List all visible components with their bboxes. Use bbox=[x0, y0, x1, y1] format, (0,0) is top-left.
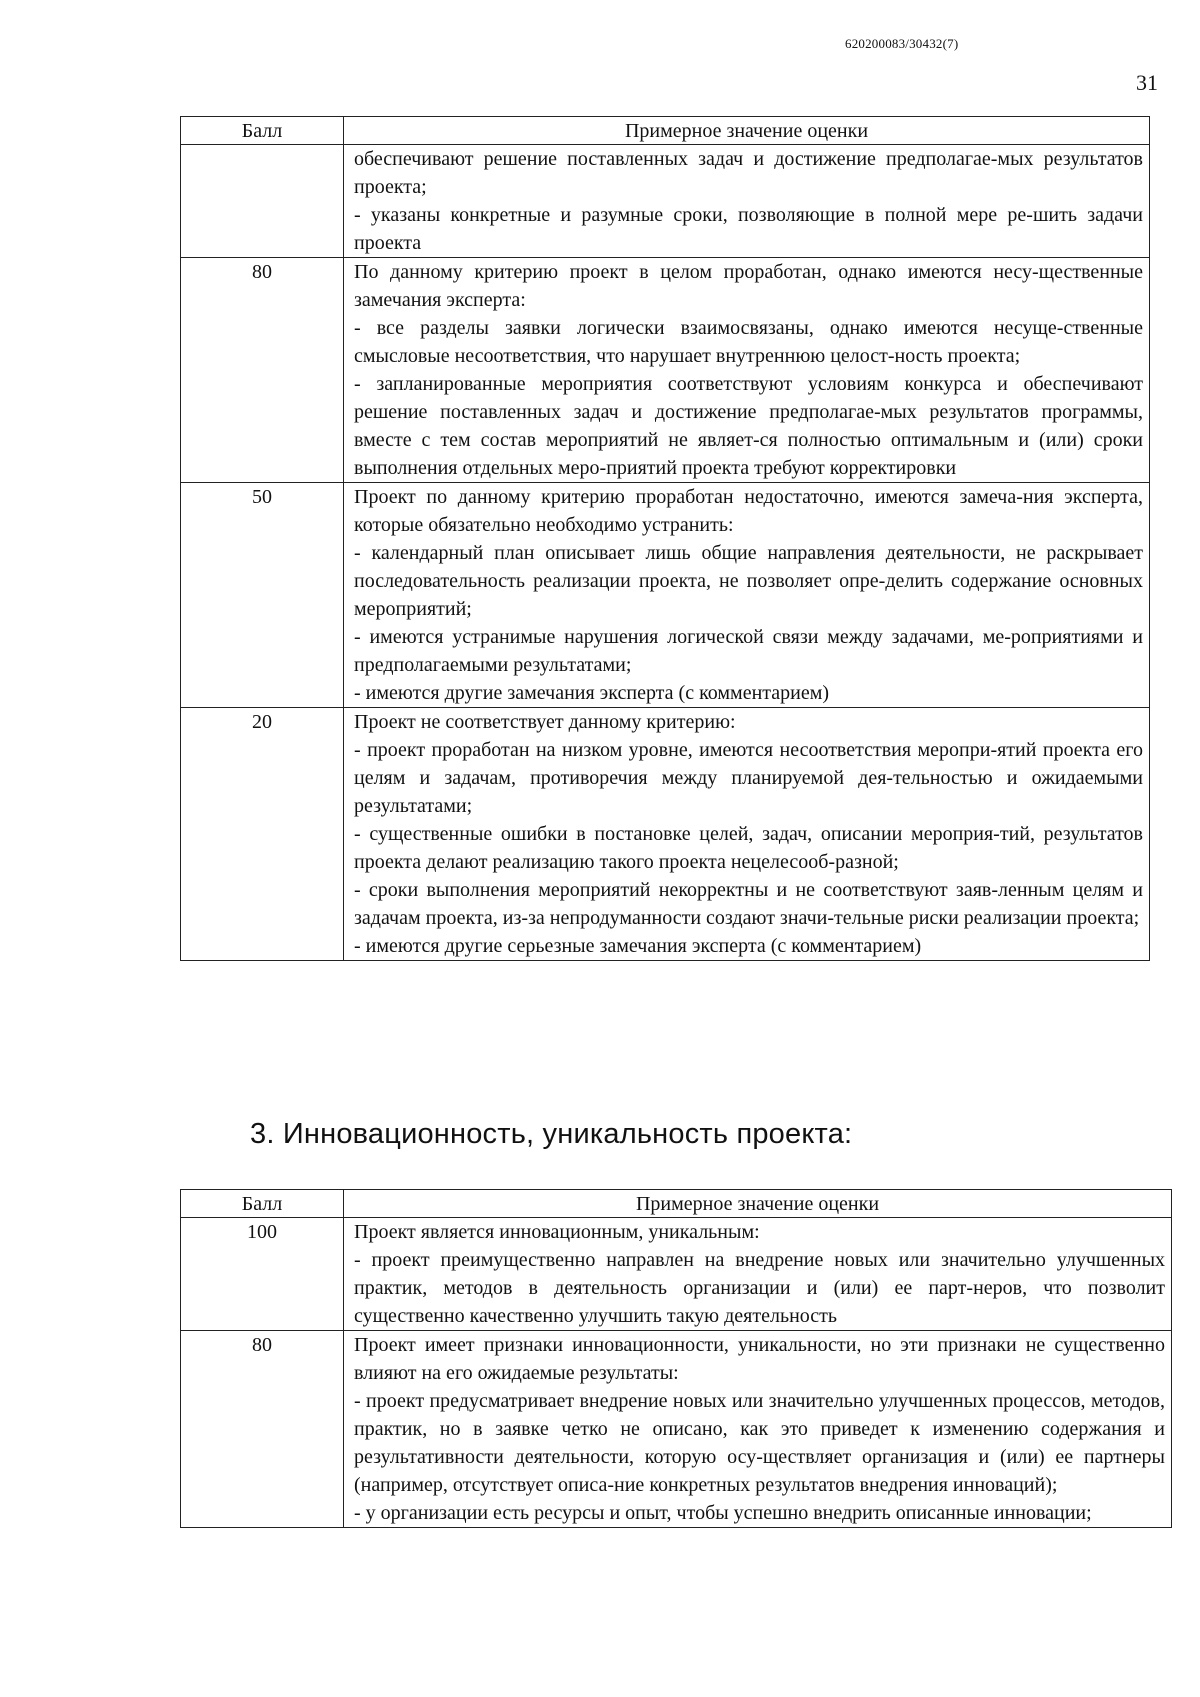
column-header-meaning: Примерное значение оценки bbox=[344, 1190, 1172, 1218]
description-line: - у организации есть ресурсы и опыт, чтобы успешно внедрить описанные инновации; bbox=[354, 1502, 1092, 1524]
score-cell: 50 bbox=[181, 483, 344, 708]
score-cell: 80 bbox=[181, 258, 344, 483]
description-line: - указаны конкретные и разумные сроки, позволяющие в полной мере ре-шить задачи проекта bbox=[354, 204, 1143, 254]
description-line: - запланированные мероприятия соответствуют условиям конкурса и обеспечивают решение поставленных задач и достижение предполагае-мых результатов программы, вместе с тем состав мероприятий не являет-ся полностью оптимальным и (или) сроки выполнения отдельных меро-приятий проекта требуют корректировки bbox=[354, 373, 1143, 479]
description-line: - все разделы заявки логически взаимосвязаны, однако имеются несуще-ственные смысловые несоответствия, что нарушает внутреннюю целост-ность проекта; bbox=[354, 317, 1143, 367]
table-row bbox=[181, 483, 1150, 708]
description-line: Проект не соответствует данному критерию: bbox=[354, 711, 736, 733]
description-line: Проект имеет признаки инновационности, уникальности, но эти признаки не существенно влияют на его ожидаемые результаты: bbox=[354, 1334, 1165, 1384]
column-header-score: Балл bbox=[181, 1190, 344, 1218]
page-number: 31 bbox=[1136, 70, 1158, 95]
description-line: Проект по данному критерию проработан недостаточно, имеются замеча-ния эксперта, которые обязательно необходимо устранить: bbox=[354, 486, 1143, 536]
description-line: - имеются другие серьезные замечания эксперта (с комментарием) bbox=[354, 935, 922, 957]
table-row bbox=[181, 258, 1150, 483]
table-header-row bbox=[181, 117, 1150, 145]
description-line: - существенные ошибки в постановке целей, задач, описании мероприя-тий, результатов проекта делают реализацию такого проекта нецелесооб-разной; bbox=[354, 823, 1143, 873]
table-row bbox=[181, 1331, 1172, 1528]
column-header-meaning: Примерное значение оценки bbox=[344, 117, 1150, 145]
description-line: - проект преимущественно направлен на внедрение новых или значительно улучшенных практик, методов в деятельность организации и (или) ее парт-неров, что позволит существенно качественно улучшить такую деятельность bbox=[354, 1249, 1165, 1327]
table-row bbox=[181, 708, 1150, 961]
score-cell: 80 bbox=[181, 1331, 344, 1528]
description-line: - проект предусматривает внедрение новых или значительно улучшенных процессов, методов, практик, но в заявке четко не описано, как это приведет к изменению содержания и результативности деятельности, которую осу-ществляет организация и (или) ее партнеры (например, отсутствует описа-ние конкретных результатов внедрения инноваций); bbox=[354, 1390, 1165, 1496]
table-row bbox=[181, 1218, 1172, 1331]
section-heading-innovation: 3. Инновационность, уникальность проекта: bbox=[250, 1118, 853, 1150]
description-cell bbox=[344, 1331, 1172, 1528]
description-line: Проект является инновационным, уникальным: bbox=[354, 1221, 760, 1243]
criteria-table-3 bbox=[180, 1189, 1172, 1528]
description-cell bbox=[344, 483, 1150, 708]
table-header-row bbox=[181, 1190, 1172, 1218]
description-line: По данному критерию проект в целом проработан, однако имеются несу-щественные замечания эксперта: bbox=[354, 261, 1143, 311]
description-line: обеспечивают решение поставленных задач и достижение предполагае-мых результатов проекта; bbox=[354, 148, 1143, 198]
description-cell bbox=[344, 258, 1150, 483]
score-cell bbox=[181, 145, 344, 258]
column-header-score: Балл bbox=[181, 117, 344, 145]
document-code: 620200083/30432(7) bbox=[845, 36, 959, 51]
table-row bbox=[181, 145, 1150, 258]
description-line: - имеются устранимые нарушения логической связи между задачами, ме-роприятиями и предполагаемыми результатами; bbox=[354, 626, 1143, 676]
description-line: - проект проработан на низком уровне, имеются несоответствия меропри-ятий проекта его целям и задачам, противоречия между планируемой дея-тельностью и ожидаемыми результатами; bbox=[354, 739, 1143, 817]
score-cell: 20 bbox=[181, 708, 344, 961]
description-line: - имеются другие замечания эксперта (с комментарием) bbox=[354, 682, 830, 704]
description-cell bbox=[344, 1218, 1172, 1331]
description-cell bbox=[344, 708, 1150, 961]
description-line: - сроки выполнения мероприятий некорректны и не соответствуют заяв-ленным целям и задачам проекта, из-за непродуманности создают значи-тельные риски реализации проекта; bbox=[354, 879, 1143, 929]
score-cell: 100 bbox=[181, 1218, 344, 1331]
description-line: - календарный план описывает лишь общие направления деятельности, не раскрывает последовательность реализации проекта, не позволяет опре-делить содержание основных мероприятий; bbox=[354, 542, 1143, 620]
description-cell bbox=[344, 145, 1150, 258]
criteria-table-2 bbox=[180, 116, 1150, 961]
